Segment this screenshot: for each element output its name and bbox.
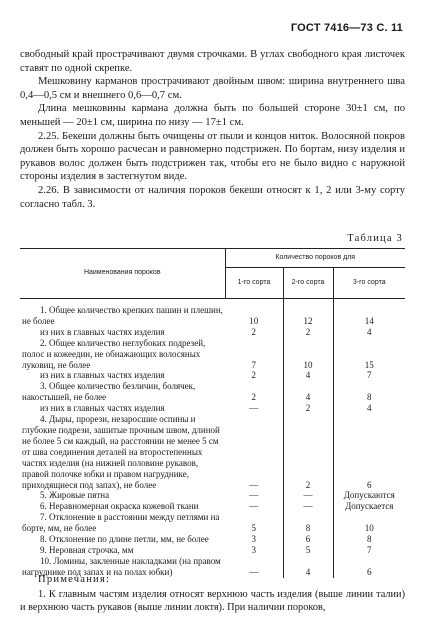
- grade-1-value: —: [249, 490, 259, 501]
- grade-3-value: 8: [367, 392, 372, 403]
- grade-3-value: 7: [367, 370, 372, 381]
- grade-3-value: 6: [367, 479, 372, 490]
- grade-3-value: 6: [367, 566, 372, 577]
- defects-table: [20, 248, 405, 578]
- grade-1-value: —: [249, 501, 259, 512]
- note-item: 1. К главным частям изделия относят верхнюю часть изделия (выше линии талии) и верхнюю часть рукавов (выше линии локтя). При наличии пороков,: [20, 589, 405, 613]
- column-header-grade-2: 2-го сорта: [283, 268, 333, 299]
- body-text: [20, 48, 405, 211]
- defect-name: из них в главных частях изделия: [40, 326, 165, 337]
- table-row: [20, 534, 405, 545]
- table-caption: Таблица 3: [347, 233, 403, 244]
- column-header-grade-1: 1-го сорта: [225, 268, 283, 299]
- grade-2-value: 2: [283, 403, 333, 414]
- defect-name: 2. Общее количество неглубоких подрезей, полос и кожеедин, не обнажающих волосяных луковиц, не более: [22, 337, 206, 370]
- defect-name: 7. Отклонение в расстоянии между петлями на борте, мм, не более: [22, 512, 220, 534]
- table-row: [20, 327, 405, 338]
- paragraph: 2.25. Бекеши должны быть очищены от пыли и концов ниток. Волосяной покров должен быть хорошо расчесан и равномерно подстрижен. По бортам, низу изделия и рукавов волос должен быть подстрижен так, чтобы его не было видно с наружной стороны изделия в застегнутом виде.: [20, 130, 405, 183]
- grade-2-value: 5: [283, 545, 333, 556]
- table-row: [20, 403, 405, 414]
- grade-1-value: 2: [251, 392, 256, 403]
- grade-3-value: 10: [364, 523, 374, 534]
- table-row: [20, 512, 405, 534]
- table-row: [20, 501, 405, 512]
- grade-1-value: 3: [251, 544, 256, 555]
- grade-2-value: 2: [283, 327, 333, 338]
- table-body: [20, 299, 405, 578]
- grade-2-value: 6: [283, 534, 333, 545]
- defect-name: 5. Жировые пятна: [40, 490, 110, 501]
- defect-name: 3. Общее количество безличин, болячек, накостышей, не более: [22, 381, 196, 403]
- table-row: [20, 305, 405, 327]
- grade-2-value: —: [283, 490, 333, 501]
- grade-2-value: 4: [283, 381, 333, 403]
- grade-3-value: 7: [367, 544, 372, 555]
- defect-name: 9. Неровная строчка, мм: [40, 544, 134, 555]
- table-row: [20, 381, 405, 403]
- grade-3-value: 15: [364, 359, 374, 370]
- defect-name: 10. Ломины, закленные накладками (на правом нагруднике под запах и на полах юбки): [22, 555, 221, 577]
- defect-name: 8. Отклонение по длине петли, мм, не более: [40, 534, 209, 545]
- grade-3-value: 8: [367, 534, 372, 545]
- table-row: [20, 370, 405, 381]
- grade-1-value: 5: [251, 523, 256, 534]
- defect-name: из них в главных частях изделия: [40, 403, 165, 414]
- table-row: [20, 545, 405, 556]
- grade-1-value: 7: [251, 359, 256, 370]
- defect-name: 4. Дыры, прорези, незаросшие оспины и глубокие подрези, зашитые прочным швом, длиной не более 5 см каждый, на расстоянии не менее 5 см от шва соединения деталей на второстепенных частях изделия (на нижней половине рукавов, правой полочке юбки и правом нагруднике, приходящиеся под запах), не более: [22, 414, 220, 490]
- paragraph: Мешковину карманов прострачивают двойным швом: ширина внутреннего шва 0,4—0,5 см и внешнего 0,6—0,7 см.: [20, 76, 405, 101]
- table-row: [20, 490, 405, 501]
- grade-1-value: —: [249, 403, 259, 414]
- table-row: [20, 338, 405, 371]
- grade-2-value: 10: [283, 338, 333, 371]
- grade-1-value: —: [249, 566, 259, 577]
- grade-1-value: 2: [251, 326, 256, 337]
- table-row: [20, 414, 405, 490]
- grade-1-value: 10: [249, 315, 259, 326]
- grade-2-value: 4: [283, 370, 333, 381]
- defect-name: из них в главных частях изделия: [40, 370, 165, 381]
- grade-3-value: Допускается: [345, 501, 394, 512]
- page-header: ГОСТ 7416—73 С. 11: [290, 22, 403, 34]
- grade-3-value: Допускаются: [343, 490, 395, 501]
- paragraph: 2.26. В зависимости от наличия пороков бекеши относят к 1, 2 или 3-му сорту согласно табл. 3.: [20, 184, 405, 210]
- grade-1-value: 3: [251, 534, 256, 545]
- grade-3-value: 4: [367, 326, 372, 337]
- grade-2-value: 8: [283, 512, 333, 534]
- paragraph: свободный край прострачивают двумя строчками. В углах свободного края листочек ставят по одной скрепке.: [20, 49, 405, 74]
- grade-2-value: 12: [283, 305, 333, 327]
- grade-1-value: —: [249, 479, 259, 490]
- grade-2-value: —: [283, 501, 333, 512]
- grade-2-value: 4: [283, 556, 333, 578]
- defect-name: 1. Общее количество крепких пашин и плешин, не более: [22, 305, 223, 326]
- notes-text: [20, 588, 405, 614]
- defect-name: 6. Неравномерная окраска кожевой ткани: [40, 501, 199, 512]
- grade-1-value: 2: [251, 370, 256, 381]
- paragraph: Длина мешковины кармана должна быть по большей стороне 30±1 см, по меньшей — 20±1 см, ширина по низу — 17±1 см.: [20, 103, 405, 128]
- column-header-grade-3: 3-го сорта: [333, 268, 405, 299]
- column-header-name: Наименования пороков: [20, 249, 225, 299]
- column-header-group: Количество пороков для: [225, 249, 405, 268]
- grade-3-value: 14: [364, 315, 374, 326]
- grade-3-value: 4: [367, 403, 372, 414]
- grade-2-value: 2: [283, 414, 333, 490]
- notes-title: Примечания:: [38, 574, 111, 585]
